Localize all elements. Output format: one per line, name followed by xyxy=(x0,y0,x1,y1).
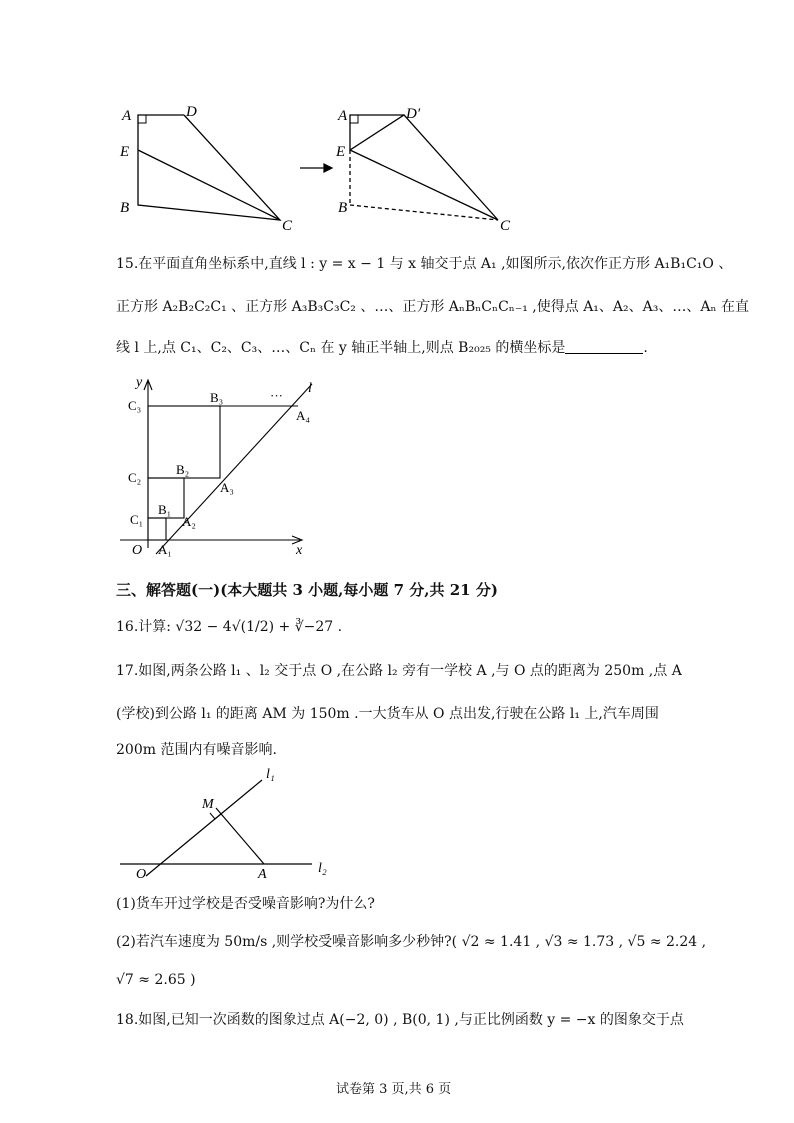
label-D-left: D xyxy=(186,104,197,120)
label-O: O xyxy=(132,543,143,558)
label-A3: A₃ xyxy=(220,480,234,495)
answer-blank xyxy=(565,339,643,354)
label-l2: l₂ xyxy=(318,861,327,876)
fold-figure-folded xyxy=(350,115,498,220)
q17-sub2: (2)若汽车速度为 50m/s ,则学校受噪音影响多少秒钟?( √2 ≈ 1.41 , √3 ≈ 1.73 , √5 ≈ 2.24 , xyxy=(116,934,707,950)
square-1 xyxy=(148,518,166,540)
label-B-left: B xyxy=(120,200,130,216)
fold-figure xyxy=(110,100,530,240)
label-l: l xyxy=(308,381,312,396)
label-C-right: C xyxy=(500,218,511,234)
label-M: M xyxy=(202,797,214,812)
q17-sub1: (1)货车开过学校是否受噪音影响?为什么? xyxy=(116,896,375,912)
page-footer: 试卷第 3 页,共 6 页 xyxy=(336,1082,452,1097)
label-l1: l₁ xyxy=(266,767,275,782)
q17-line3: 200m 范围内有噪音影响. xyxy=(116,742,277,758)
label-x: x xyxy=(296,543,303,558)
label-D-prime-right: D′ xyxy=(406,106,421,122)
q17-line1: 17.如图,两条公路 l₁ 、l₂ 交于点 O ,在公路 l₂ 旁有一学校 A ,与 O 点的距离为 250m ,点 A xyxy=(116,663,682,679)
label-C1: C₁ xyxy=(130,512,144,527)
squares-figure xyxy=(112,368,322,558)
label-B1: B₁ xyxy=(158,502,172,517)
segment-AM xyxy=(216,808,264,864)
fold-figure-original xyxy=(138,115,280,220)
label-C-left: C xyxy=(282,218,293,234)
label-A4: A₄ xyxy=(296,408,310,423)
q17-line2: (学校)到公路 l₁ 的距离 AM 为 150m .一大货车从 O 点出发,行驶在公路 l₁ 上,汽车周围 xyxy=(116,706,659,722)
q15-line3-text: 线 l 上,点 C₁、C₂、C₃、…、Cₙ 在 y 轴正半轴上,则点 B₂₀₂₅ 的横坐标是 xyxy=(116,340,566,356)
label-C3: C₃ xyxy=(128,398,142,413)
q18-text: 18.如图,已知一次函数的图象过点 A(−2, 0) , B(0, 1) ,与正比例函数 y = −x 的图象交于点 xyxy=(116,1012,684,1028)
label-C2: C₂ xyxy=(128,470,142,485)
label-B2: B₂ xyxy=(176,462,190,477)
label-O: O xyxy=(136,867,147,882)
roads-figure xyxy=(112,762,342,882)
q16-text: 16.计算: √32 − 4√(1/2) + ∛−27 . xyxy=(116,619,343,635)
label-B-right: B xyxy=(338,200,348,216)
q15-line3-end: . xyxy=(643,340,648,356)
label-E-right: E xyxy=(336,144,346,160)
label-A1: A₁ xyxy=(158,542,172,557)
label-dots: ··· xyxy=(270,388,283,403)
label-E-left: E xyxy=(120,144,130,160)
right-angle-mark xyxy=(210,813,221,819)
q15-line3 xyxy=(116,338,648,358)
arrow-right-icon xyxy=(300,164,332,172)
section-heading: 三、解答题(一)(本大题共 3 小题,每小题 7 分,共 21 分) xyxy=(116,581,498,599)
label-A2: A₂ xyxy=(182,514,196,529)
q17-sub2-cont: √7 ≈ 2.65 ) xyxy=(116,972,196,988)
q15-line2: 正方形 A₂B₂C₂C₁ 、正方形 A₃B₃C₃C₂ 、…、正方形 AₙBₙCₙCₙ₋₁ ,使得点 A₁、A₂、A₃、…、Aₙ 在直 xyxy=(116,299,749,315)
label-A-right: A xyxy=(338,108,348,124)
label-y: y xyxy=(136,375,143,390)
q15-line1: 15.在平面直角坐标系中,直线 l : y = x − 1 与 x 轴交于点 A₁ ,如图所示,依次作正方形 A₁B₁C₁O 、 xyxy=(116,256,733,272)
label-A: A xyxy=(258,867,267,882)
label-B3: B₃ xyxy=(210,390,224,405)
label-A-left: A xyxy=(122,108,132,124)
road-l1 xyxy=(146,780,262,876)
